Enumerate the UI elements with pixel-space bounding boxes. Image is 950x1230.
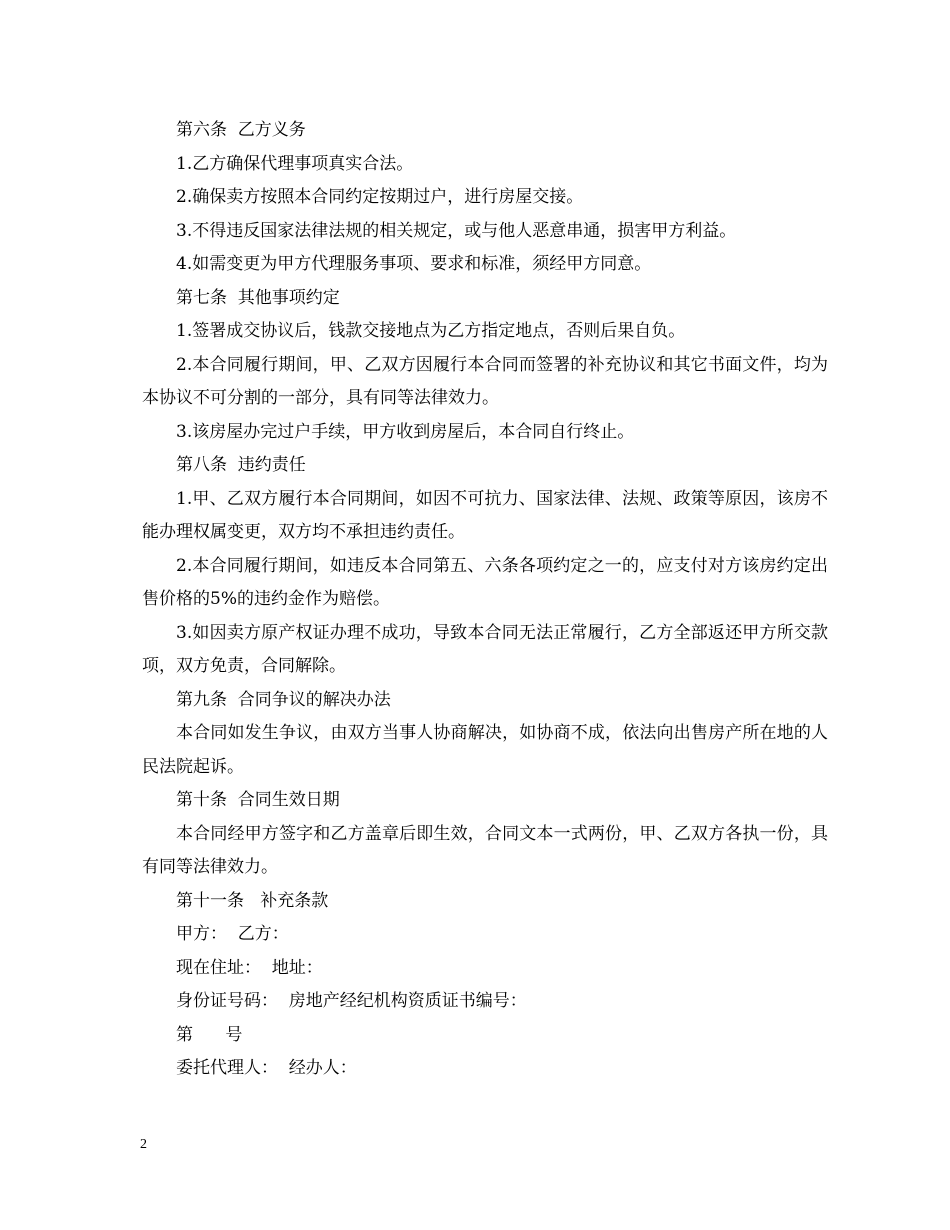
agent-line: 委托代理人： 经办人： <box>176 1058 357 1078</box>
article-7-clause-2: 2.本合同履行期间，甲、乙双方因履行本合同而签署的补充协议和其它书面文件，均为本协议不可分割的一部分，具有同等法律效力。 <box>142 354 828 408</box>
certificate-number-line: 第 号 <box>176 1024 243 1045</box>
article-7-clause-3: 3.该房屋办完过户手续，甲方收到房屋后，本合同自行终止。 <box>176 421 635 442</box>
article-8-heading: 第八条 违约责任 <box>176 455 306 475</box>
article-8-clause-1: 1.甲、乙双方履行本合同期间，如因不可抗力、国家法律、法规、政策等原因，该房不能办理权属变更，双方均不承担违约责任。 <box>142 488 828 542</box>
document-body <box>142 114 828 1086</box>
article-10-text: 本合同经甲方签字和乙方盖章后即生效，合同文本一式两份，甲、乙双方各执一份，具有同等法律效力。 <box>142 823 828 877</box>
article-6-heading: 第六条 乙方义务 <box>176 120 306 140</box>
article-6-clause-3: 3.不得违反国家法律法规的相关规定，或与他人恶意串通，损害甲方利益。 <box>176 220 737 241</box>
article-11-heading: 第十一条 补充条款 <box>176 890 329 911</box>
party-names-line: 甲方： 乙方： <box>176 924 289 944</box>
article-7-heading: 第七条 其他事项约定 <box>176 287 340 308</box>
address-line: 现在住址： 地址： <box>176 957 323 978</box>
id-number-line: 身份证号码： 房地产经纪机构资质证书编号： <box>176 991 527 1011</box>
article-10-heading: 第十条 合同生效日期 <box>176 790 340 810</box>
article-6-clause-2: 2.确保卖方按照本合同约定按期过户，进行房屋交接。 <box>176 187 584 207</box>
article-9-text: 本合同如发生争议，由双方当事人协商解决，如协商不成，依法向出售房产所在地的人民法院起诉。 <box>142 723 828 777</box>
page-number: 2 <box>140 1137 147 1152</box>
article-6-clause-1: 1.乙方确保代理事项真实合法。 <box>176 153 414 174</box>
article-8-clause-2: 2.本合同履行期间，如违反本合同第五、六条各项约定之一的，应支付对方该房约定出售价格的5%的违约金作为赔偿。 <box>142 555 828 609</box>
article-7-clause-1: 1.签署成交协议后，钱款交接地点为乙方指定地点，否则后果自负。 <box>176 321 686 341</box>
article-6-clause-4: 4.如需变更为甲方代理服务事项、要求和标准，须经甲方同意。 <box>176 254 652 274</box>
article-8-clause-3: 3.如因卖方原产权证办理不成功，导致本合同无法正常履行，乙方全部返还甲方所交款项，双方免责，合同解除。 <box>142 622 828 676</box>
article-9-heading: 第九条 合同争议的解决办法 <box>176 689 391 710</box>
